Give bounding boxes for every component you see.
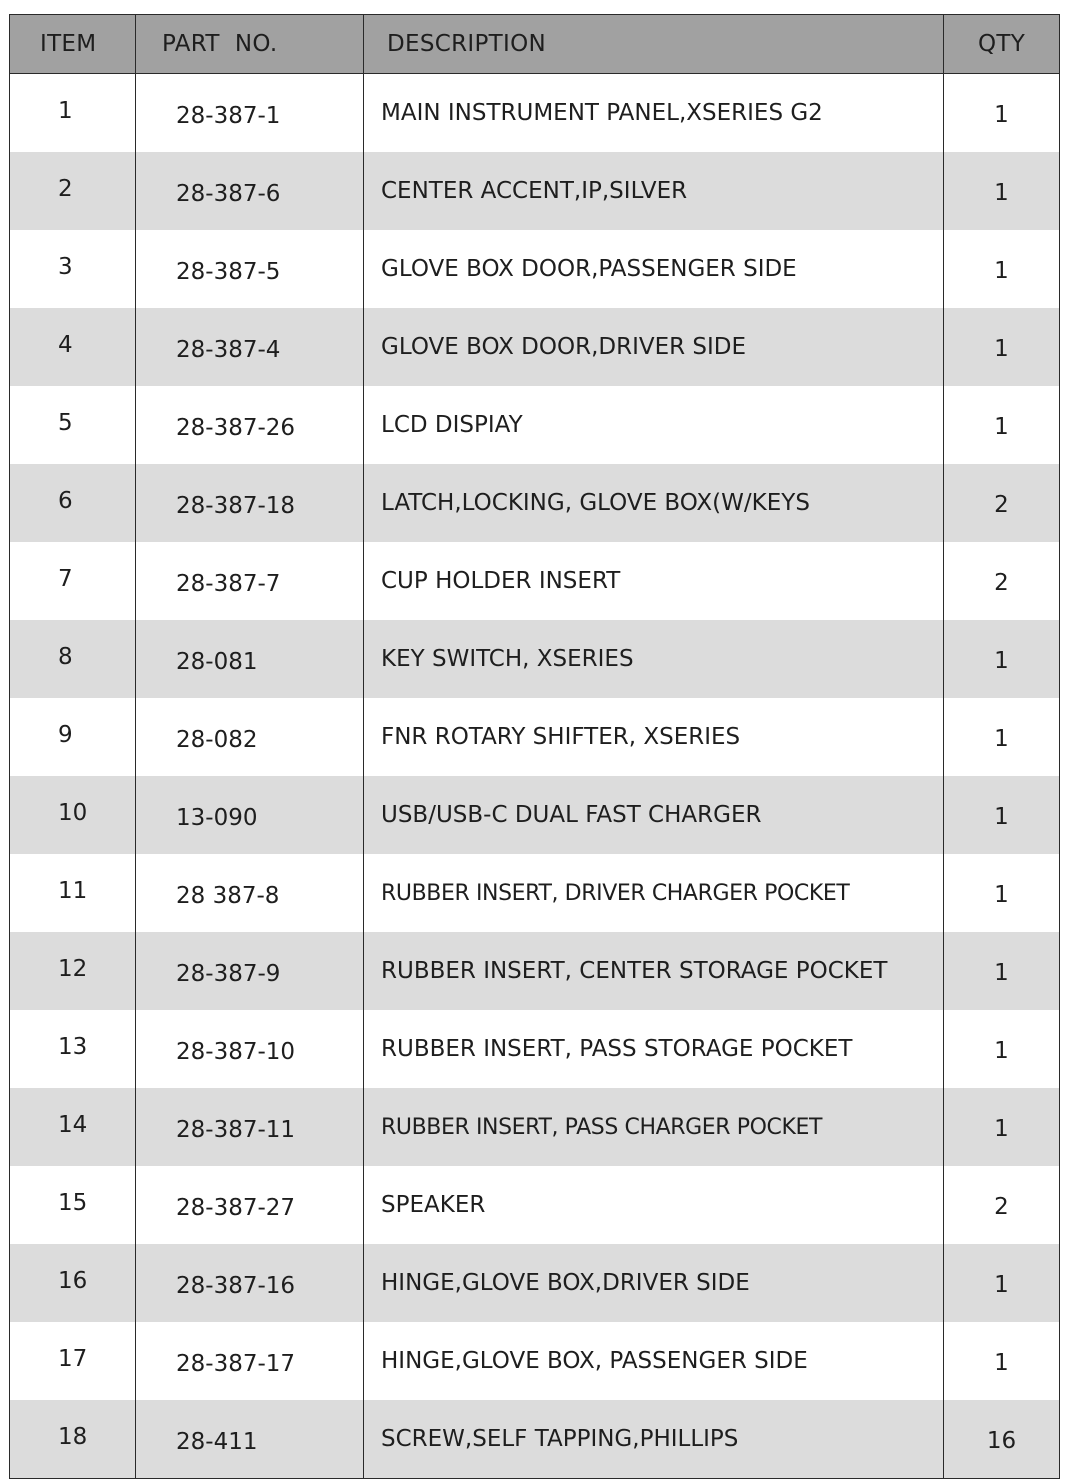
table-row <box>10 542 1060 620</box>
part-number: 28-387-17 <box>136 1322 364 1400</box>
table-row <box>10 152 1060 230</box>
part-number: 28-082 <box>136 698 364 776</box>
quantity: 1 <box>944 932 1060 1010</box>
table-row <box>10 932 1060 1010</box>
part-number: 28-387-1 <box>136 74 364 153</box>
part-number: 28-081 <box>136 620 364 698</box>
table-row <box>10 386 1060 464</box>
table-row <box>10 230 1060 308</box>
part-description: USB/USB-C DUAL FAST CHARGER <box>364 776 944 854</box>
part-number: 28-387-11 <box>136 1088 364 1166</box>
table-row <box>10 1166 1060 1244</box>
part-number: 28-387-18 <box>136 464 364 542</box>
quantity: 1 <box>994 726 1009 752</box>
part-description: KEY SWITCH, XSERIES <box>364 620 944 698</box>
item-number: 16 <box>10 1244 136 1322</box>
table-row <box>10 308 1060 386</box>
part-description: LCD DISPIAY <box>364 386 944 464</box>
part-number: 28-387-6 <box>136 152 364 230</box>
part-description: RUBBER INSERT, PASS STORAGE POCKET <box>364 1010 944 1088</box>
item-number: 5 <box>10 386 136 464</box>
table-row <box>10 464 1060 542</box>
part-description: SPEAKER <box>364 1166 944 1244</box>
part-description: CENTER ACCENT,IP,SILVER <box>364 152 944 230</box>
table-row <box>10 1010 1060 1088</box>
table-row <box>10 1244 1060 1322</box>
quantity: 16 <box>944 1400 1060 1479</box>
part-description: RUBBER INSERT, DRIVER CHARGER POCKET <box>364 854 944 932</box>
item-number: 17 <box>10 1322 136 1400</box>
table-row <box>10 620 1060 698</box>
item-number: 9 <box>10 698 136 776</box>
header-description: DESCRIPTION <box>364 15 944 74</box>
quantity: 2 <box>994 1194 1009 1220</box>
table-row <box>10 1088 1060 1166</box>
quantity: 1 <box>994 102 1009 128</box>
part-number: 28-387-9 <box>136 932 364 1010</box>
part-number: 28-387-27 <box>136 1166 364 1244</box>
part-number: 13-090 <box>136 776 364 854</box>
part-number: 28-387-7 <box>136 542 364 620</box>
item-number: 6 <box>10 464 136 542</box>
item-number: 1 <box>10 74 136 153</box>
table-row <box>10 74 1060 153</box>
table-body <box>10 74 1060 1479</box>
part-description: LATCH,LOCKING, GLOVE BOX(W/KEYS <box>364 464 944 542</box>
parts-list-table <box>9 14 1060 1479</box>
header-item: ITEM <box>10 15 136 74</box>
part-description: GLOVE BOX DOOR,DRIVER SIDE <box>364 308 944 386</box>
quantity: 1 <box>944 776 1060 854</box>
header-part-no: PART NO. <box>136 15 364 74</box>
table-row <box>10 1322 1060 1400</box>
quantity: 1 <box>944 1088 1060 1166</box>
quantity: 1 <box>944 308 1060 386</box>
quantity: 1 <box>994 1350 1009 1376</box>
quantity: 1 <box>944 152 1060 230</box>
quantity: 1 <box>944 620 1060 698</box>
part-number: 28-411 <box>136 1400 364 1479</box>
item-number: 3 <box>10 230 136 308</box>
item-number: 11 <box>10 854 136 932</box>
table-row <box>10 698 1060 776</box>
part-number: 28-387-4 <box>136 308 364 386</box>
part-description: MAIN INSTRUMENT PANEL,XSERIES G2 <box>364 74 944 153</box>
part-number: 28 387-8 <box>136 854 364 932</box>
table-row <box>10 854 1060 932</box>
item-number: 10 <box>10 776 136 854</box>
part-description: HINGE,GLOVE BOX, PASSENGER SIDE <box>364 1322 944 1400</box>
part-description: RUBBER INSERT, PASS CHARGER POCKET <box>364 1088 944 1166</box>
item-number: 13 <box>10 1010 136 1088</box>
part-number: 28-387-5 <box>136 230 364 308</box>
part-number: 28-387-10 <box>136 1010 364 1088</box>
item-number: 15 <box>10 1166 136 1244</box>
item-number: 12 <box>10 932 136 1010</box>
part-description: HINGE,GLOVE BOX,DRIVER SIDE <box>364 1244 944 1322</box>
part-description: RUBBER INSERT, CENTER STORAGE POCKET <box>364 932 944 1010</box>
part-description: FNR ROTARY SHIFTER, XSERIES <box>364 698 944 776</box>
item-number: 8 <box>10 620 136 698</box>
header-qty: QTY <box>944 15 1060 74</box>
item-number: 2 <box>10 152 136 230</box>
part-number: 28-387-16 <box>136 1244 364 1322</box>
item-number: 14 <box>10 1088 136 1166</box>
header-row <box>10 15 1060 74</box>
part-number: 28-387-26 <box>136 386 364 464</box>
quantity: 2 <box>994 570 1009 596</box>
table-row <box>10 1400 1060 1479</box>
quantity: 1 <box>994 414 1009 440</box>
part-description: SCREW,SELF TAPPING,PHILLIPS <box>364 1400 944 1479</box>
table-row <box>10 776 1060 854</box>
item-number: 4 <box>10 308 136 386</box>
item-number: 18 <box>10 1400 136 1479</box>
quantity: 2 <box>944 464 1060 542</box>
part-description: GLOVE BOX DOOR,PASSENGER SIDE <box>364 230 944 308</box>
quantity: 1 <box>994 258 1009 284</box>
quantity: 1 <box>994 1038 1009 1064</box>
part-description: CUP HOLDER INSERT <box>364 542 944 620</box>
table-header <box>10 15 1060 74</box>
quantity: 1 <box>994 882 1009 908</box>
item-number: 7 <box>10 542 136 620</box>
quantity: 1 <box>944 1244 1060 1322</box>
